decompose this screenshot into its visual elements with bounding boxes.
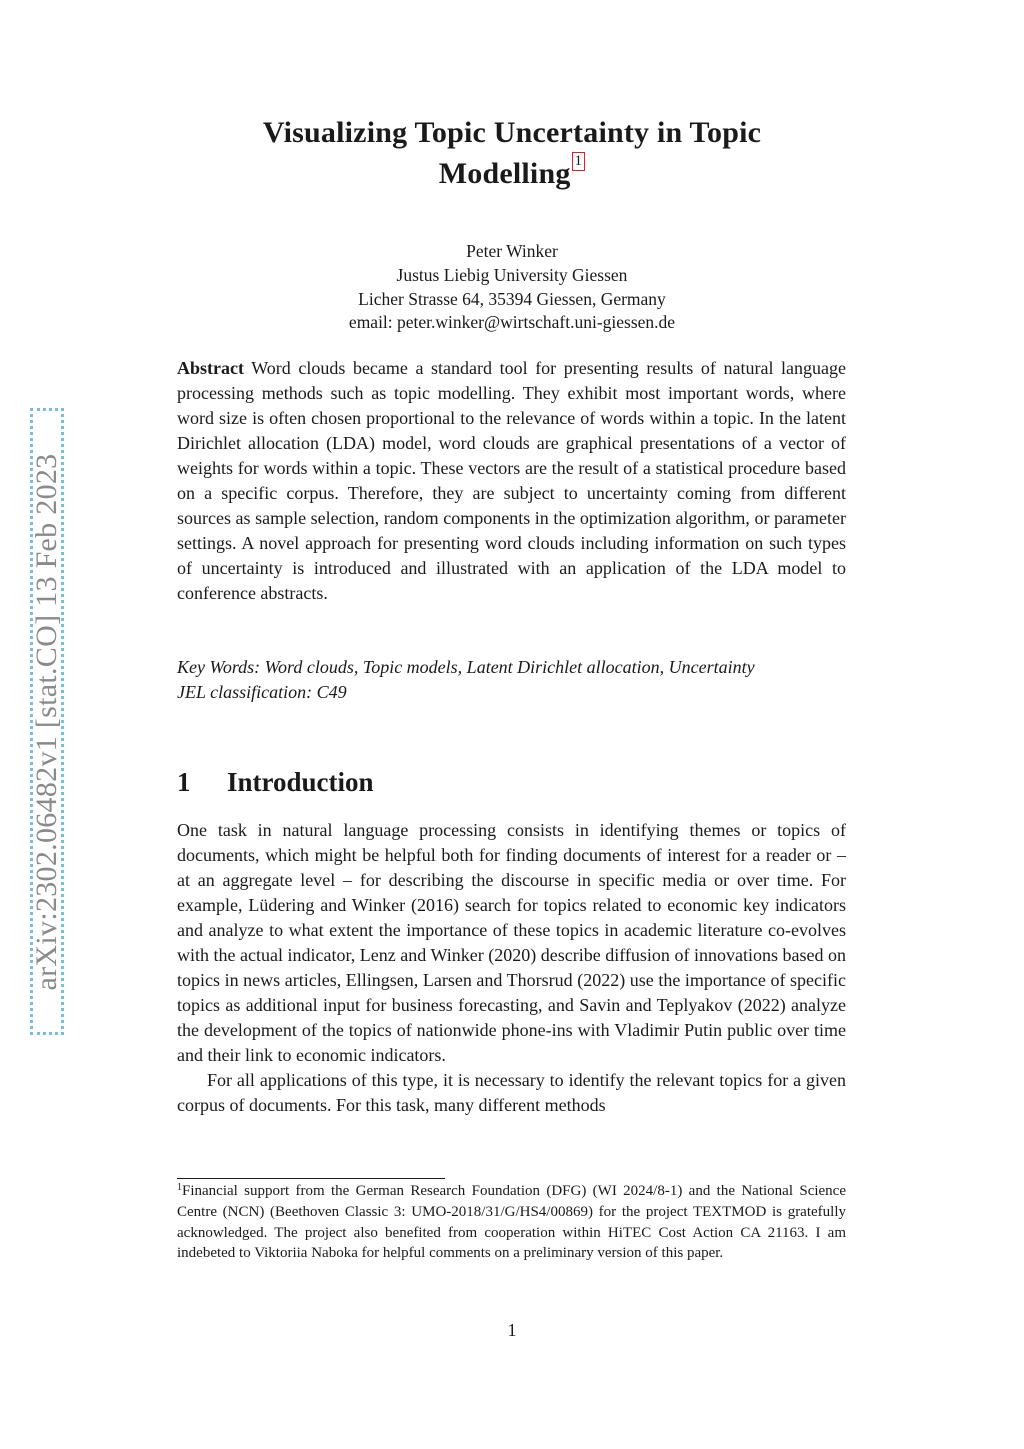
section-heading xyxy=(177,764,374,800)
keywords: Key Words: Word clouds, Topic models, Latent Dirichlet allocation, Uncertainty xyxy=(177,657,755,677)
title-line-2 xyxy=(0,152,1024,193)
title-line-1: Visualizing Topic Uncertainty in Topic xyxy=(262,116,762,149)
arxiv-identifier: arXiv:2302.06482v1 [stat.CO] 13 Feb 2023 xyxy=(30,453,63,990)
intro-paragraph-1: One task in natural language processing consists in identifying themes or topics of documents, which might be helpful both for finding documents of interest for a reader or – at an aggregate level – for describing the discourse in specific media or over time. For example, Lüdering and Winker (2016) search for topics related to economic key indicators and analyze to what extent the importance of these topics in academic literature co-evolves with the actual indicator, Lenz and Winker (2020) describe diffusion of innovations based on topics in news articles, Ellingsen, Larsen and Thorsrud (2022) use the importance of specific topics as additional input for business forecasting, and Savin and Teplyakov (2022) analyze the development of the topics of nationwide phone-ins with Vladimir Putin public over time and their link to economic indicators. xyxy=(177,820,846,1065)
author-address: Licher Strasse 64, 35394 Giessen, Germany xyxy=(358,288,666,309)
footnote-mark: 1 xyxy=(177,1182,182,1193)
intro-paragraph-2: For all applications of this type, it is necessary to identify the relevant topics for a given corpus of documents. For this task, many different methods xyxy=(177,1070,846,1115)
abstract-label: Abstract xyxy=(177,358,244,378)
abstract xyxy=(177,356,846,606)
title-footnote-link[interactable]: 1 xyxy=(572,152,586,171)
jel-classification: JEL classification: C49 xyxy=(177,682,347,702)
footnote-rule xyxy=(177,1178,445,1179)
author-affiliation: Justus Liebig University Giessen xyxy=(396,264,628,285)
abstract-text: Word clouds became a standard tool for presenting results of natural language processing methods such as topic modelling. They exhibit most important words, where word size is often chosen proportional to the relevance of words within a topic. In the latent Dirichlet allocation (LDA) model, word clouds are graphical presentations of a vector of weights for words within a topic. These vectors are the result of a statistical procedure based on a specific corpus. Therefore, they are subject to uncertainty coming from different sources as sample selection, random components in the optimization algorithm, or parameter settings. A novel approach for presenting word clouds including information on such types of uncertainty is introduced and illustrated with an application of the LDA model to conference abstracts. xyxy=(177,358,846,603)
author-email: email: peter.winker@wirtschaft.uni-giessen.de xyxy=(348,312,676,333)
keywords-block xyxy=(177,655,846,705)
paper-title xyxy=(0,114,1024,193)
title-line-2-text: Modelling xyxy=(438,157,571,190)
arxiv-stamp[interactable] xyxy=(30,408,64,1035)
page-number: 1 xyxy=(507,1320,517,1340)
introduction-body xyxy=(177,818,846,1118)
footnote xyxy=(177,1181,846,1264)
author-block xyxy=(0,240,1024,335)
footnote-text: Financial support from the German Research Foundation (DFG) (WI 2024/8-1) and the National Science Centre (NCN) (Beethoven Classic 3: UMO-2018/31/G/HS4/00869) for the project TEXTMOD is gratefully acknowledged. The project also benefited from cooperation within HiTEC Cost Action CA 21163. I am indebeted to Viktoriia Naboka for helpful comments on a preliminary version of this paper. xyxy=(177,1183,846,1262)
section-title: Introduction xyxy=(227,767,374,797)
author-name: Peter Winker xyxy=(466,241,558,261)
section-number: 1 xyxy=(177,767,191,797)
